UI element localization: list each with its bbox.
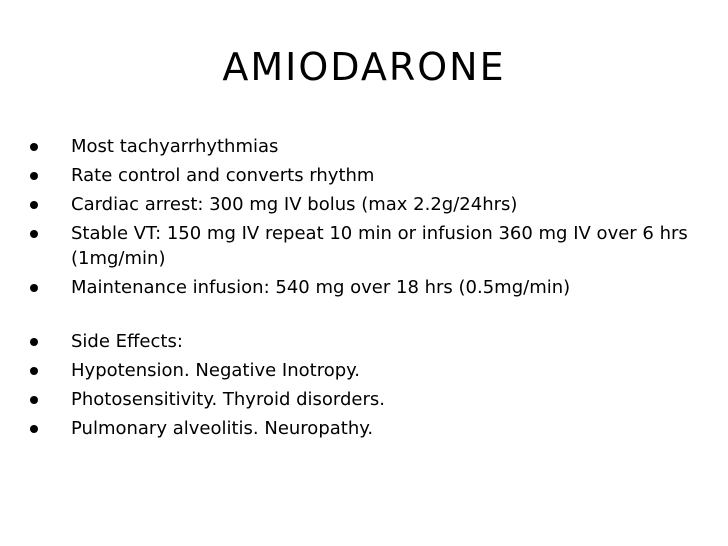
bullet-item bbox=[28, 329, 700, 354]
bullet-dot-icon bbox=[30, 338, 38, 346]
bullet-text: Maintenance infusion: 540 mg over 18 hrs (0.5mg/min) bbox=[71, 277, 571, 298]
bullet-text: Hypotension. Negative Inotropy. bbox=[71, 360, 360, 381]
slide-title: AMIODARONE bbox=[222, 45, 506, 89]
bullet-text: Photosensitivity. Thyroid disorders. bbox=[71, 389, 386, 410]
bullet-item bbox=[28, 416, 700, 441]
bullet-dot-icon bbox=[30, 230, 38, 238]
bullet-list bbox=[28, 134, 700, 445]
bullet-item bbox=[28, 387, 700, 412]
bullet-dot-icon bbox=[30, 396, 38, 404]
bullet-dot-icon bbox=[30, 172, 38, 180]
bullet-text: Side Effects: bbox=[71, 331, 183, 352]
bullet-item bbox=[28, 163, 700, 188]
bullet-dot-icon bbox=[30, 143, 38, 151]
bullet-spacer bbox=[28, 304, 700, 329]
bullet-dot-icon bbox=[30, 201, 38, 209]
bullet-text: Pulmonary alveolitis. Neuropathy. bbox=[71, 418, 374, 439]
bullet-text: Most tachyarrhythmias bbox=[71, 136, 279, 157]
bullet-item bbox=[28, 275, 700, 300]
bullet-item bbox=[28, 134, 700, 159]
bullet-text: Stable VT: 150 mg IV repeat 10 min or infusion 360 mg IV over 6 hrs (1mg/min) bbox=[71, 223, 688, 269]
bullet-dot-icon bbox=[30, 425, 38, 433]
bullet-item bbox=[28, 221, 700, 271]
bullet-dot-icon bbox=[30, 367, 38, 375]
bullet-dot-icon bbox=[30, 284, 38, 292]
bullet-text: Cardiac arrest: 300 mg IV bolus (max 2.2g/24hrs) bbox=[71, 194, 518, 215]
bullet-text: Rate control and converts rhythm bbox=[71, 165, 375, 186]
bullet-item bbox=[28, 192, 700, 217]
bullet-item bbox=[28, 358, 700, 383]
